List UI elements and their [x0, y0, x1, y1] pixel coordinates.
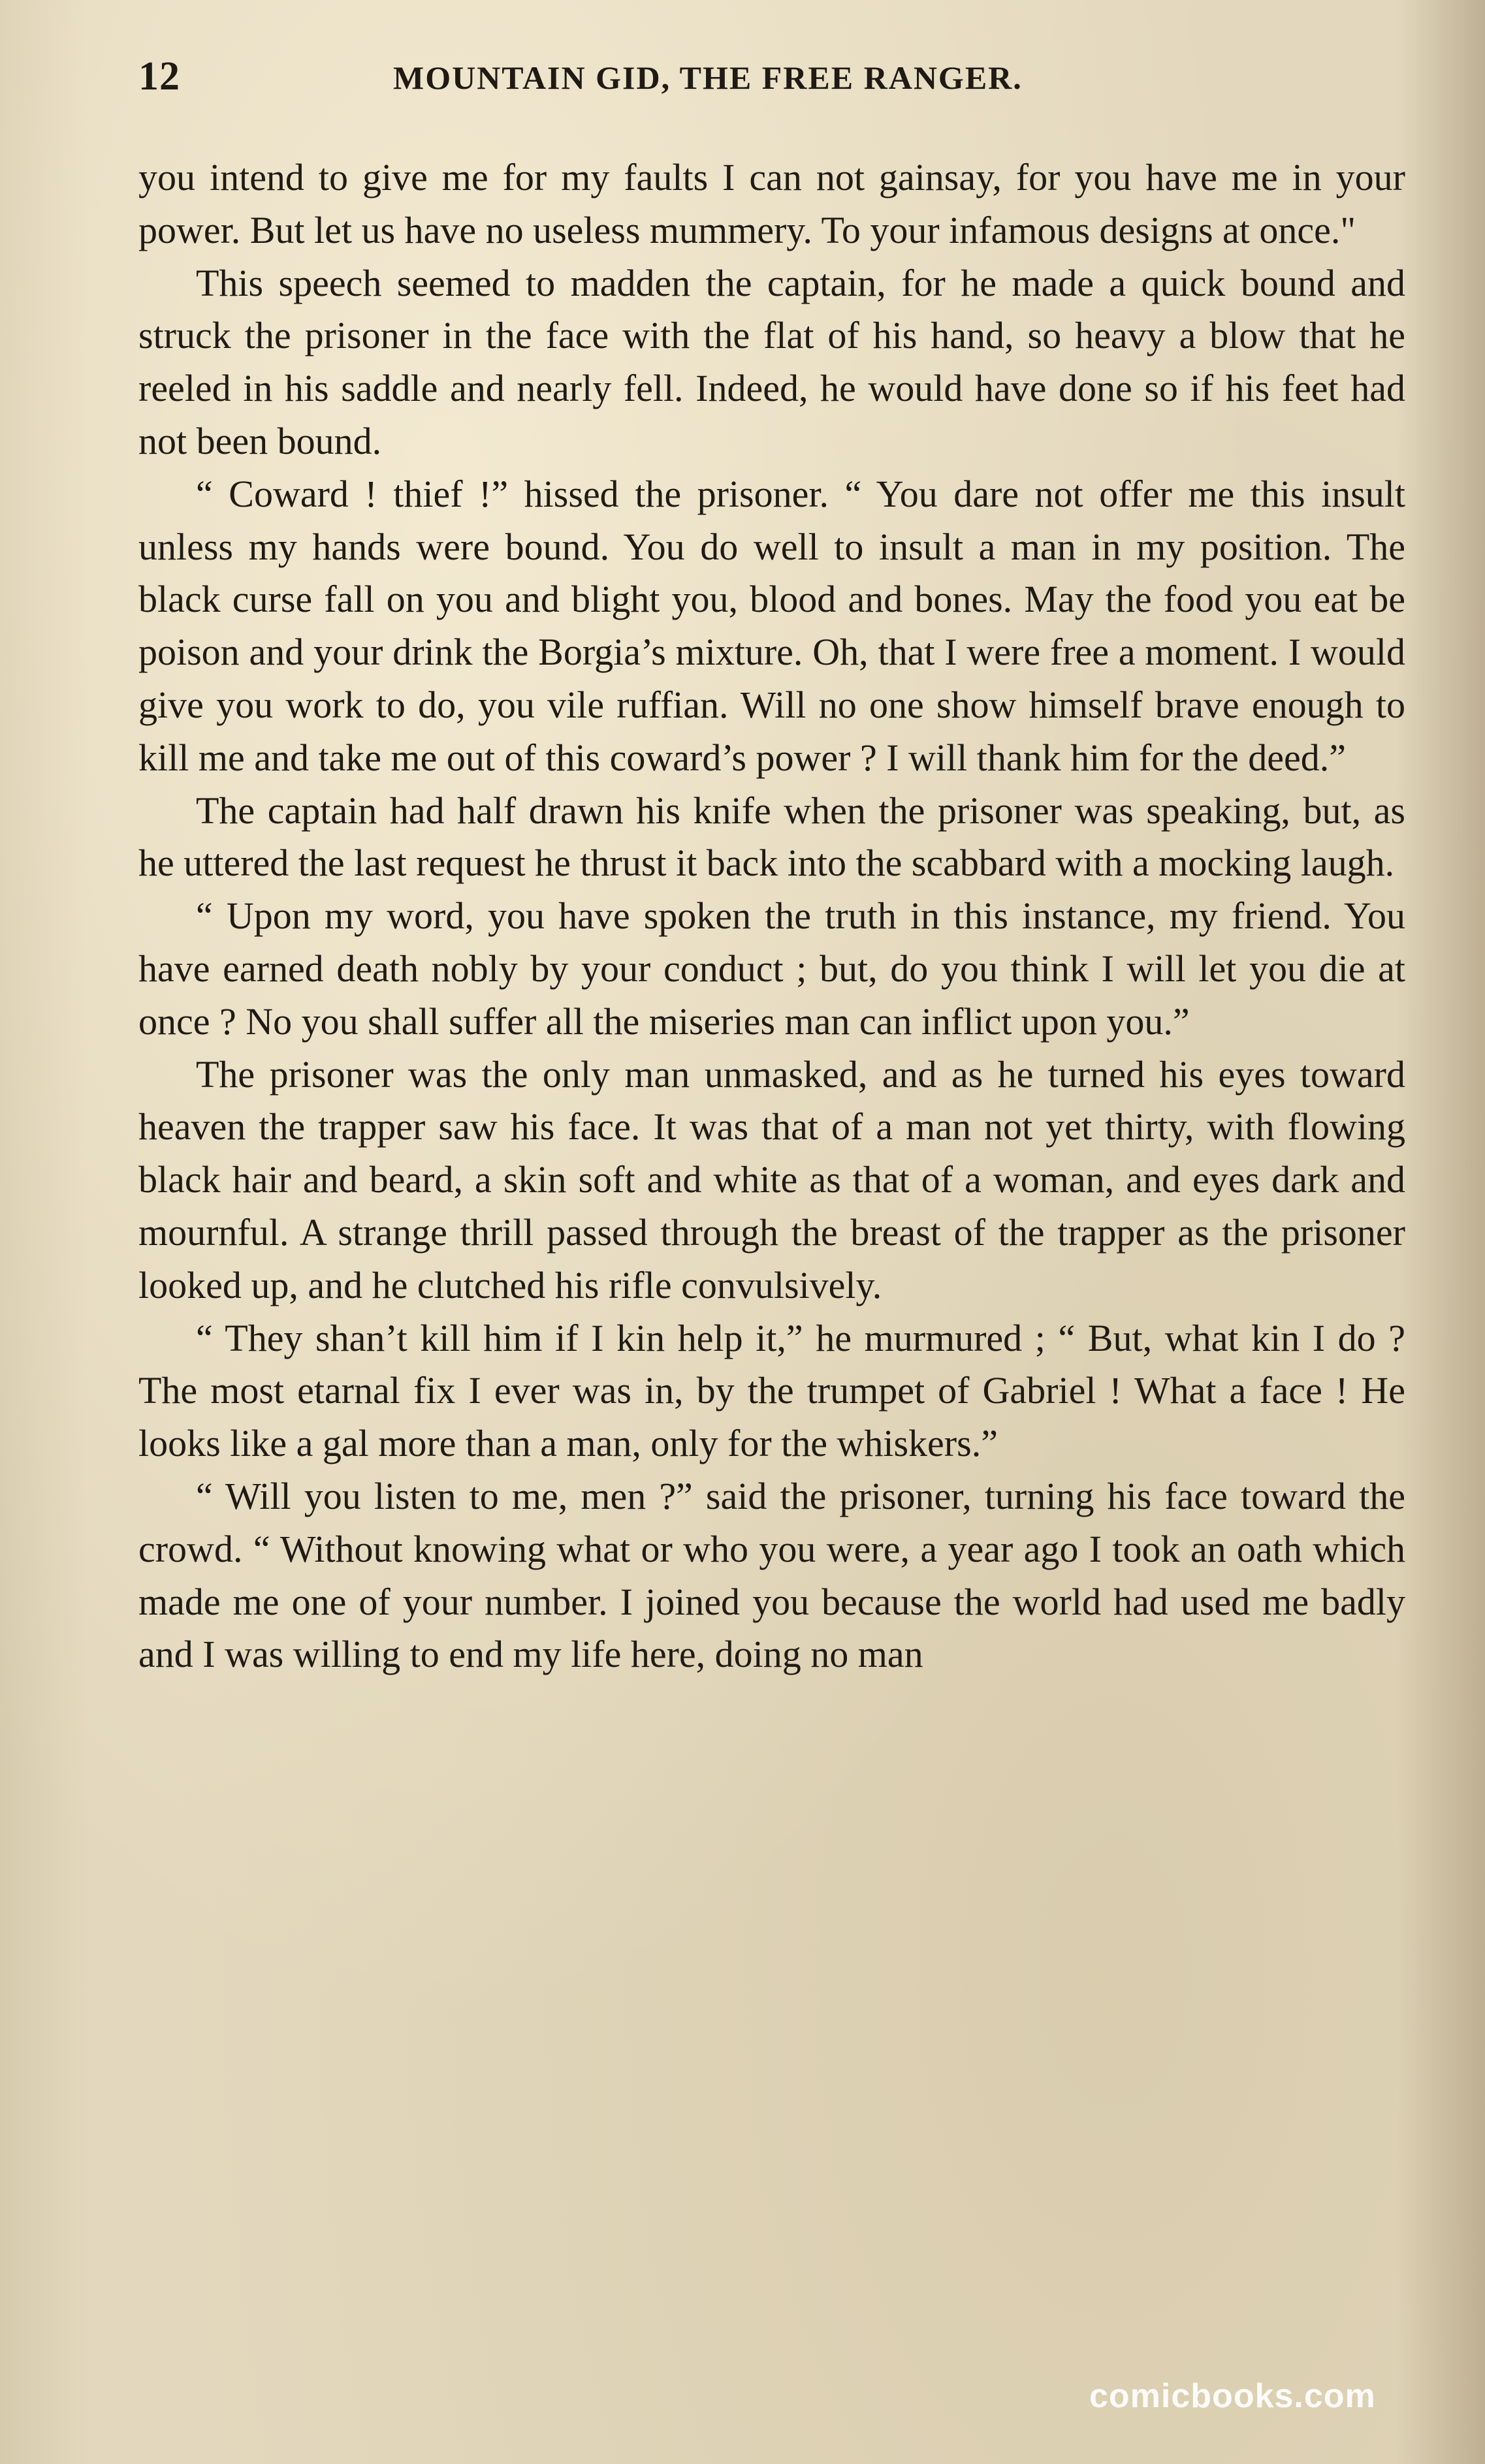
- paragraph: “ Will you listen to me, men ?” said the prisoner, turning his face toward the crowd. “ Without knowing what or who you were, a year ago I took an oath which made me one of your number. I joined you because the world had used me badly and I was willing to end my life here, doing no man: [138, 1474, 1405, 1676]
- watermark: comicbooks.com: [1089, 2377, 1376, 2415]
- paragraph: “ They shan’t kill him if I kin help it,” he murmured ; “ But, what kin I do ? The most etarnal fix I ever was in, by the trumpet of Gabriel ! What a face ! He looks like a gal more than a man, only for the whiskers.”: [138, 1316, 1405, 1465]
- paragraph: you intend to give me for my faults I can not gainsay, for you have me in your power. But let us have no useless mummery. To your infamous designs at once.": [138, 156, 1405, 251]
- paragraph: This speech seemed to madden the captain, for he made a quick bound and struck the prisoner in the face with the flat of his hand, so heavy a blow that he reeled in his saddle and nearly fell. Indeed, he would have done so if his feet had not been bound.: [138, 261, 1405, 462]
- page-number: 12: [138, 54, 180, 99]
- page-header: [138, 54, 1405, 106]
- paragraph: “ Upon my word, you have spoken the truth in this instance, my friend. You have earned death nobly by your conduct ; but, do you think I will let you die at once ? No you shall suffer all the miseries man can inflict upon you.”: [138, 894, 1405, 1043]
- paragraph: The prisoner was the only man unmasked, and as he turned his eyes toward heaven the trapper saw his face. It was that of a man not yet thirty, with flowing black hair and beard, a skin soft and white as that of a woman, and eyes dark and mournful. A strange thrill passed through the breast of the trapper as the prisoner looked up, and he clutched his rifle convulsively.: [138, 1052, 1405, 1306]
- running-head-title: MOUNTAIN GID, THE FREE RANGER.: [393, 59, 1023, 96]
- paragraph: “ Coward ! thief !” hissed the prisoner. “ You dare not offer me this insult unless my hands were bound. You do well to insult a man in my position. The black curse fall on you and blight you, blood and bones. May the food you eat be poison and your drink the Borgia’s mixture. Oh, that I were free a moment. I would give you work to do, you vile ruffian. Will no one show himself brave enough to kill me and take me out of this coward’s power ? I will thank him for the deed.”: [138, 472, 1405, 779]
- body-text: [138, 151, 1405, 1681]
- paragraph: The captain had half drawn his knife when the prisoner was speaking, but, as he uttered the last request he thrust it back into the scabbard with a mocking laugh.: [138, 789, 1405, 885]
